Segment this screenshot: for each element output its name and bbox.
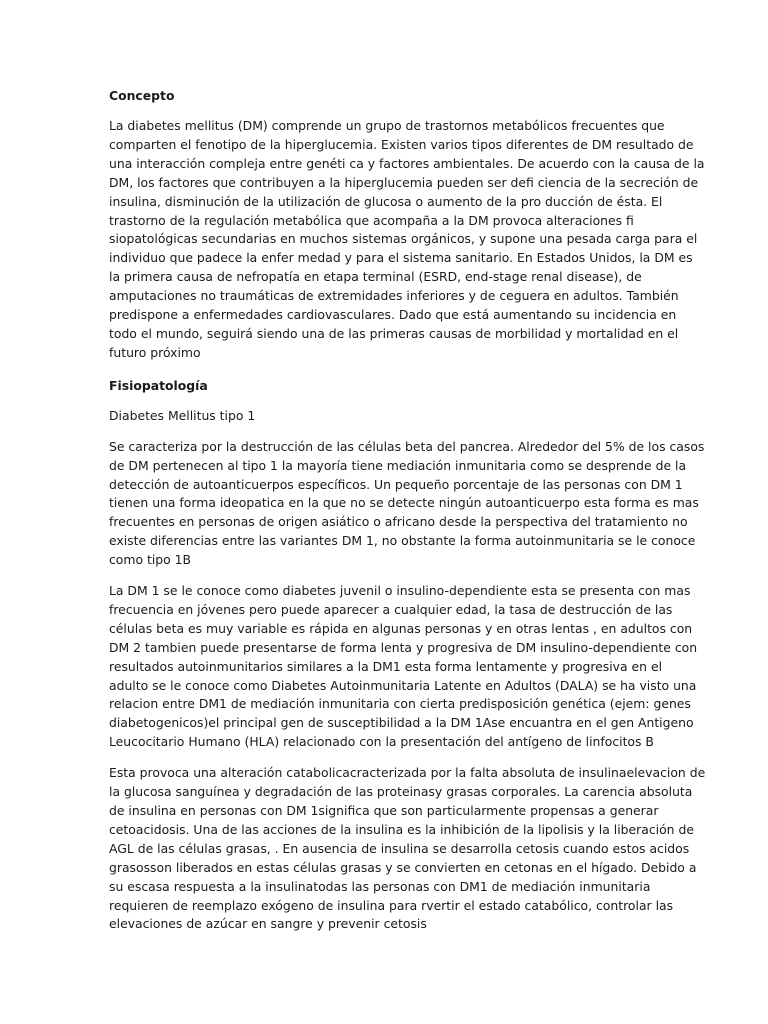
text-line: AGL de las células grasas, . En ausencia de insulina se desarrolla cetosis cuando estos acidos: [109, 840, 690, 856]
text-line: amputaciones no traumáticas de extremidades inferiores y de ceguera en adultos. También: [109, 288, 679, 304]
text-line: existe diferencias entre las variantes DM 1, no obstante la forma autoinmunitaria se le conoce: [109, 533, 696, 549]
text-line: individuo que padece la enfer medad y para el sistema sanitario. En Estados Unidos, la DM es: [109, 250, 693, 266]
text-line: elevaciones de azúcar en sangre y prevenir cetosis: [109, 916, 427, 932]
text-line: insulina, disminución de la utilización de glucosa o aumento de la pro ducción de ésta. El: [109, 193, 663, 209]
text-line: La diabetes mellitus (DM) comprende un grupo de trastornos metabólicos frecuentes que: [109, 118, 665, 133]
document-page: [109, 86, 706, 934]
text-line: tienen una forma ideopatica en la que no se detecte ningún autoanticuerpo esta forma es mas: [109, 495, 699, 511]
section-heading-concepto: Concepto: [109, 88, 175, 103]
text-line: frecuentes en personas de origen asiático o africano desde la perspectiva del tratamiento no: [109, 514, 688, 530]
text-line: todo el mundo, seguirá siendo una de las primeras causas de morbilidad y mortalidad en el: [109, 325, 679, 341]
text-line: cetoacidosis. Una de las acciones de la insulina es la inhibición de la lipolisis y la liberación de: [109, 821, 694, 837]
text-line: de insulina en personas con DM 1significa que son particularmente propensas a generar: [109, 803, 659, 818]
text-line: adulto se le conoce como Diabetes Autoinmunitaria Latente en Adultos (DALA) se ha visto una: [109, 677, 697, 693]
text-line: Se caracteriza por la destrucción de las células beta del pancrea. Alrededor del 5% de los casos: [109, 438, 705, 454]
text-line: la glucosa sanguínea y degradación de las proteinasy grasas corporales. La carencia absoluta: [109, 784, 693, 800]
text-line: requieren de reemplazo exógeno de insulina para rvertir el estado catabólico, controlar las: [109, 897, 674, 913]
paragraph-tipo-1-catabolismo: [109, 764, 706, 934]
text-line: Esta provoca una alteración catabolicacracterizada por la falta absoluta de insulinaelevacion de: [109, 765, 706, 781]
text-line: diabetogenicos)el principal gen de susceptibilidad a la DM 1Ase encuantra en el gen Antigeno: [109, 715, 694, 731]
text-line: una interacción compleja entre genéti ca y factores ambientales. De acuerdo con la causa de la: [109, 155, 705, 171]
text-line: su escasa respuesta a la insulinatodas las personas con DM1 de mediación inmunitaria: [109, 878, 651, 894]
text-line: como tipo 1B: [109, 552, 192, 568]
text-line: predispone a enfermedades cardiovasculares. Dado que está aumentando su incidencia en: [109, 307, 677, 323]
text-line: células beta es muy variable es rápida en algunas personas y en otras lentas , en adultos con: [109, 620, 693, 636]
text-line: DM 2 tambien puede presentarse de forma lenta y progresiva de DM insulino-dependiente con: [109, 639, 698, 655]
text-line: grasosson liberados en estas células grasas y se convierten en cetonas en el hígado. Debido a: [109, 859, 697, 875]
text-line: Diabetes Mellitus tipo 1: [109, 407, 256, 423]
text-line: La DM 1 se le conoce como diabetes juvenil o insulino-dependiente esta se presenta con mas: [109, 583, 691, 599]
text-line: siopatológicas secundarias en muchos sistemas orgánicos, y supone una pesada carga para el: [109, 231, 698, 247]
text-line: resultados autoinmunitarios similares a la DM1 esta forma lentamente y progresiva en el: [109, 658, 663, 674]
text-line: la primera causa de nefropatía en etapa terminal (ESRD, end-stage renal disease), de: [109, 269, 642, 285]
text-line: trastorno de la regulación metabólica que acompaña a la DM provoca alteraciones fi: [109, 212, 634, 228]
text-line: de DM pertenecen al tipo 1 la mayoría tiene mediación inmunitaria como se desprende de la: [109, 457, 687, 473]
text-line: DM, los factores que contribuyen a la hiperglucemia pueden ser defi ciencia de la secreción de: [109, 174, 699, 190]
text-line: detección de autoanticuerpos específicos. Un pequeño porcentaje de las personas con DM 1: [109, 476, 683, 492]
paragraph-tipo-1-definicion: [109, 438, 705, 570]
text-line: Leucocitario Humano (HLA) relacionado con la presentación del antígeno de linfocitos B: [109, 734, 654, 750]
subheading-diabetes-tipo-1: [109, 407, 664, 426]
text-line: comparten el fenotipo de la hiperglucemia. Existen varios tipos diferentes de DM resultado de: [109, 136, 694, 152]
section-heading-fisiopatologia: Fisiopatología: [109, 377, 208, 393]
paragraph-concepto: [109, 117, 705, 363]
text-line: relacion entre DM1 de mediación inmunitaria con cierta predisposición genética (ejem: genes: [109, 696, 691, 712]
text-line: frecuencia en jóvenes pero puede aparecer a cualquier edad, la tasa de destrucción de las: [109, 601, 673, 617]
text-line: futuro próximo: [109, 344, 201, 360]
paragraph-tipo-1-juvenil: [109, 582, 698, 752]
